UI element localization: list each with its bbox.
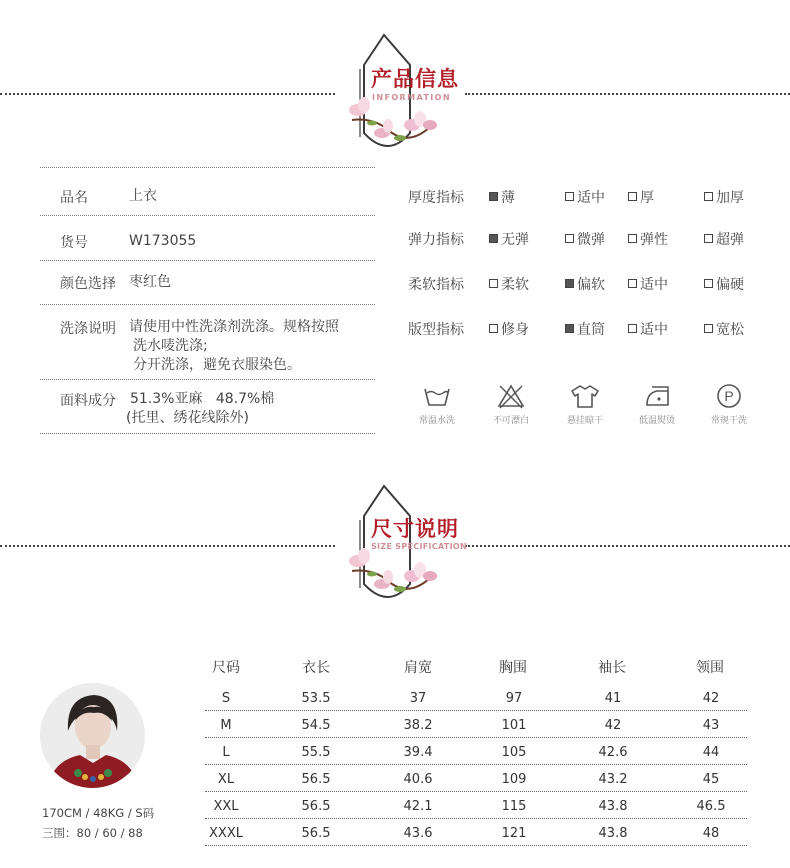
- option-text: 厚: [640, 190, 654, 206]
- size-cell: 42.6: [598, 745, 628, 760]
- size-cell: XXL: [213, 799, 239, 814]
- option-text: 偏硬: [716, 277, 744, 293]
- indicator-option: [628, 274, 668, 294]
- size-table-row: [205, 684, 747, 711]
- indicator-option: [565, 187, 605, 207]
- section-subtitle-product-info: INFORMATION: [372, 93, 451, 102]
- size-cell: 45: [702, 772, 720, 787]
- size-cell: 38.2: [403, 718, 433, 733]
- checkbox-checked-icon: [489, 192, 498, 201]
- info-value: [129, 273, 171, 292]
- option-text: 偏软: [577, 277, 605, 293]
- checkbox-checked-icon: [565, 279, 574, 288]
- size-cell: 121: [501, 826, 527, 841]
- hang-dry-icon: [570, 383, 600, 409]
- section-subtitle-size: SIZE SPECIFICATION: [371, 542, 467, 551]
- checkbox-empty-icon: [489, 324, 498, 333]
- care-item-low-iron: [627, 383, 687, 426]
- checkbox-empty-icon: [704, 234, 713, 243]
- info-row-name: [40, 187, 375, 216]
- checkbox-checked-icon: [565, 324, 574, 333]
- indicator-option: [565, 319, 605, 339]
- size-col-header: 胸围: [499, 660, 527, 676]
- indicator-option: [628, 229, 668, 249]
- no-bleach-icon: [496, 383, 526, 409]
- care-item-dry-clean: [699, 383, 759, 426]
- size-cell: 56.5: [301, 799, 331, 814]
- info-row-color: [40, 273, 375, 305]
- checkbox-empty-icon: [565, 192, 574, 201]
- indicator-row-elasticity: [408, 229, 788, 249]
- size-cell: 115: [501, 799, 527, 814]
- checkbox-empty-icon: [489, 279, 498, 288]
- size-spec-header: [0, 476, 790, 636]
- product-info-header: [0, 25, 790, 185]
- option-text: 弹性: [640, 232, 668, 248]
- info-label: 面料成分: [60, 393, 116, 409]
- low-iron-icon: [642, 383, 672, 409]
- option-text: 无弹: [501, 232, 529, 248]
- info-value-line: 51.3%亚麻 48.7%棉: [130, 391, 275, 407]
- size-cell: 46.5: [696, 799, 726, 814]
- indicator-option: [489, 187, 515, 207]
- size-cell: 43.2: [598, 772, 628, 787]
- option-text: 适中: [577, 190, 605, 206]
- size-table-row: [205, 792, 747, 819]
- size-table-row: [205, 819, 747, 846]
- option-text: 薄: [501, 190, 515, 206]
- info-value-line: 枣红色: [129, 274, 171, 290]
- size-cell: 43.8: [598, 799, 628, 814]
- option-text: 适中: [640, 277, 668, 293]
- indicator-label: 版型指标: [408, 322, 464, 338]
- care-item-hang-dry: [555, 383, 615, 426]
- info-value: [126, 390, 275, 428]
- info-label: 颜色选择: [60, 276, 116, 292]
- indicator-label: 厚度指标: [408, 190, 464, 206]
- indicator-option: [489, 319, 529, 339]
- size-cell: M: [220, 718, 232, 733]
- checkbox-empty-icon: [628, 279, 637, 288]
- model-measurements: 170CM / 48KG / S码: [42, 806, 155, 820]
- info-top-line: [40, 167, 375, 168]
- info-value-line: 请使用中性洗涤剂洗涤。规格按照: [129, 319, 339, 335]
- option-text: 柔软: [501, 277, 529, 293]
- care-item-wash: [407, 383, 467, 426]
- size-table-row: [205, 765, 747, 792]
- care-label: 悬挂晾干: [566, 416, 603, 426]
- size-col-header: 衣长: [302, 660, 330, 676]
- checkbox-checked-icon: [489, 234, 498, 243]
- size-cell: 55.5: [301, 745, 331, 760]
- magnolia-flower-icon: [349, 97, 437, 141]
- indicator-option: [489, 274, 529, 294]
- size-cell: 48: [702, 826, 720, 841]
- dry-clean-glyph: P: [724, 388, 734, 404]
- size-cell: 54.5: [301, 718, 331, 733]
- checkbox-empty-icon: [704, 324, 713, 333]
- checkbox-empty-icon: [565, 234, 574, 243]
- size-cell: XL: [217, 772, 235, 787]
- size-cell: 39.4: [403, 745, 433, 760]
- checkbox-empty-icon: [704, 192, 713, 201]
- info-label: 品名: [60, 190, 88, 206]
- checkbox-empty-icon: [704, 279, 713, 288]
- size-col-header: 肩宽: [404, 660, 432, 676]
- size-cell: 43.6: [403, 826, 433, 841]
- section-title-product-info: 产品信息: [371, 67, 459, 91]
- indicator-option: [565, 274, 605, 294]
- magnolia-flower-icon: [349, 548, 437, 592]
- size-table-row: [205, 738, 747, 765]
- size-cell: 105: [501, 745, 527, 760]
- info-value-line: (托里、绣花线除外): [126, 410, 249, 426]
- indicator-label: 柔软指标: [408, 277, 464, 293]
- size-cell: 44: [702, 745, 720, 760]
- info-label: 洗涤说明: [60, 321, 116, 337]
- option-text: 超弹: [716, 232, 744, 248]
- care-label: 不可漂白: [492, 416, 529, 426]
- info-label: 货号: [60, 235, 88, 251]
- indicator-option: [704, 274, 744, 294]
- size-col-header: 领围: [696, 660, 724, 676]
- option-text: 宽松: [716, 322, 744, 338]
- option-text: 适中: [640, 322, 668, 338]
- indicator-row-softness: [408, 274, 788, 294]
- info-row-fabric: [40, 390, 375, 434]
- indicator-option: [704, 187, 744, 207]
- size-cell: 42: [604, 718, 622, 733]
- dry-clean-icon: [714, 383, 744, 409]
- model-bust-waist-hip: 三围：80 / 60 / 88: [42, 826, 143, 840]
- size-cell: 56.5: [301, 826, 331, 841]
- indicator-option: [704, 319, 744, 339]
- size-col-header: 尺码: [212, 660, 240, 676]
- indicator-option: [628, 319, 668, 339]
- size-cell: 97: [505, 691, 523, 706]
- info-row-washing: [40, 318, 375, 380]
- size-cell: 101: [501, 718, 527, 733]
- model-avatar: [40, 683, 145, 788]
- option-text: 加厚: [716, 190, 744, 206]
- size-cell: 42.1: [403, 799, 433, 814]
- wash-basin-icon: [422, 383, 452, 409]
- indicator-label: 弹力指标: [408, 232, 464, 248]
- size-cell: 56.5: [301, 772, 331, 787]
- size-cell: L: [222, 745, 230, 760]
- indicator-row-thickness: [408, 187, 788, 207]
- size-cell: 43.8: [598, 826, 628, 841]
- indicator-option: [628, 187, 654, 207]
- care-label: 低温熨烫: [638, 416, 675, 426]
- indicator-option: [565, 229, 605, 249]
- checkbox-empty-icon: [628, 192, 637, 201]
- section-title-size: 尺寸说明: [371, 517, 459, 541]
- option-text: 微弹: [577, 232, 605, 248]
- info-value-line: 上衣: [129, 188, 157, 204]
- size-col-header: 袖长: [598, 660, 626, 676]
- size-table-row: [205, 711, 747, 738]
- info-value-line: 洗水唛洗涤;: [133, 338, 208, 354]
- size-cell: 41: [604, 691, 622, 706]
- size-cell: 42: [702, 691, 720, 706]
- option-text: 修身: [501, 322, 529, 338]
- size-cell: 37: [409, 691, 427, 706]
- care-label: 常规干洗: [710, 416, 747, 426]
- info-row-sku: [40, 232, 375, 261]
- size-cell: S: [221, 691, 231, 706]
- info-value: [129, 318, 339, 375]
- option-text: 直筒: [577, 322, 605, 338]
- checkbox-empty-icon: [628, 234, 637, 243]
- size-cell: 43: [702, 718, 720, 733]
- size-cell: 40.6: [403, 772, 433, 787]
- size-cell: XXXL: [209, 826, 243, 841]
- info-value: [129, 232, 196, 251]
- indicator-option: [704, 229, 744, 249]
- size-cell: 109: [501, 772, 527, 787]
- care-label: 常温水洗: [418, 416, 455, 426]
- care-item-no-bleach: [481, 383, 541, 426]
- size-cell: 53.5: [301, 691, 331, 706]
- info-value: [129, 187, 157, 206]
- info-value-line: 分开洗涤，避免衣服染色。: [133, 357, 301, 373]
- model-portrait-icon: [40, 683, 145, 788]
- indicator-option: [489, 229, 529, 249]
- checkbox-empty-icon: [628, 324, 637, 333]
- info-value-line: W173055: [129, 233, 197, 249]
- indicator-row-fit: [408, 319, 788, 339]
